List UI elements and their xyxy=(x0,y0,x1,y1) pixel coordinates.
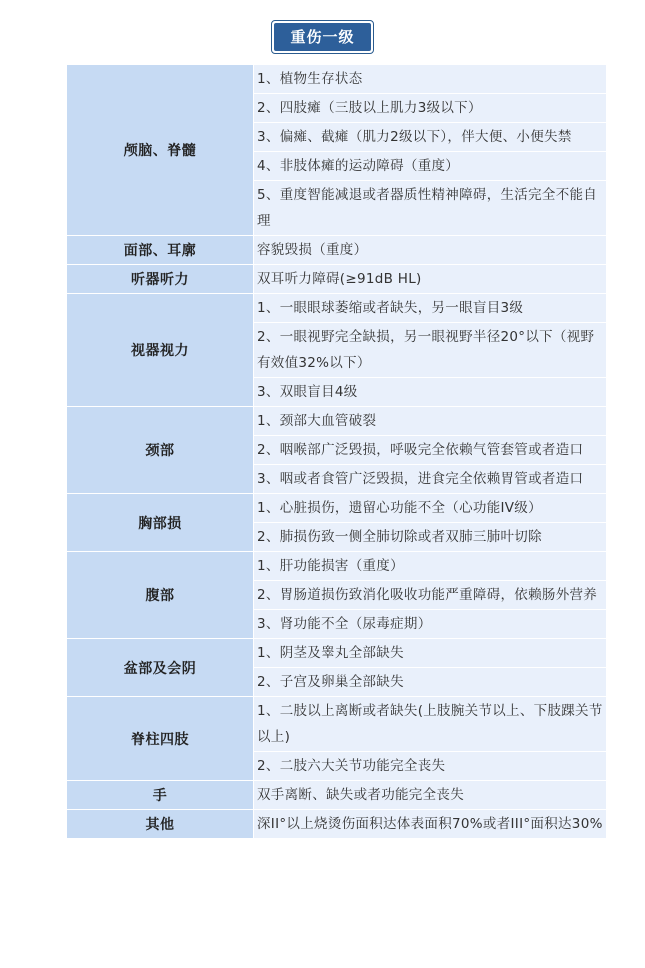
table-row xyxy=(67,236,607,265)
category-cell: 胸部损 xyxy=(67,494,254,552)
criterion-cell: 3、双眼盲目4级 xyxy=(254,378,607,407)
criterion-cell: 5、重度智能减退或者器质性精神障碍，生活完全不能自理 xyxy=(254,181,607,236)
table-row xyxy=(67,494,607,523)
criterion-cell: 1、心脏损伤，遗留心功能不全（心功能IV级） xyxy=(254,494,607,523)
criterion-cell: 3、肾功能不全（尿毒症期） xyxy=(254,610,607,639)
criterion-cell: 2、子宫及卵巢全部缺失 xyxy=(254,668,607,697)
category-cell: 面部、耳廓 xyxy=(67,236,254,265)
category-cell: 视器视力 xyxy=(67,294,254,407)
table-row xyxy=(67,552,607,581)
criterion-cell: 1、二肢以上离断或者缺失(上肢腕关节以上、下肢踝关节以上) xyxy=(254,697,607,752)
category-cell: 颈部 xyxy=(67,407,254,494)
criterion-cell: 1、一眼眼球萎缩或者缺失，另一眼盲目3级 xyxy=(254,294,607,323)
criterion-cell: 1、肝功能损害（重度） xyxy=(254,552,607,581)
category-cell: 盆部及会阴 xyxy=(67,639,254,697)
criterion-cell: 3、咽或者食管广泛毁损，进食完全依赖胃管或者造口 xyxy=(254,465,607,494)
criterion-cell: 容貌毁损（重度） xyxy=(254,236,607,265)
criterion-cell: 2、一眼视野完全缺损，另一眼视野半径20°以下（视野有效值32%以下） xyxy=(254,323,607,378)
criterion-cell: 1、颈部大血管破裂 xyxy=(254,407,607,436)
category-cell: 腹部 xyxy=(67,552,254,639)
criterion-cell: 2、二肢六大关节功能完全丧失 xyxy=(254,752,607,781)
category-cell: 其他 xyxy=(67,810,254,839)
table-row xyxy=(67,810,607,839)
criterion-cell: 2、胃肠道损伤致消化吸收功能严重障碍，依赖肠外营养 xyxy=(254,581,607,610)
table-row xyxy=(67,781,607,810)
category-cell: 听器听力 xyxy=(67,265,254,294)
table-row xyxy=(67,65,607,94)
table-row xyxy=(67,265,607,294)
injury-table xyxy=(66,64,607,839)
table-row xyxy=(67,294,607,323)
table-row xyxy=(67,697,607,752)
criterion-cell: 1、植物生存状态 xyxy=(254,65,607,94)
category-cell: 颅脑、脊髓 xyxy=(67,65,254,236)
table-row xyxy=(67,407,607,436)
criterion-cell: 2、四肢瘫（三肢以上肌力3级以下） xyxy=(254,94,607,123)
criterion-cell: 3、偏瘫、截瘫（肌力2级以下），伴大便、小便失禁 xyxy=(254,123,607,152)
title-badge xyxy=(271,20,373,54)
criterion-cell: 4、非肢体瘫的运动障碍（重度） xyxy=(254,152,607,181)
criterion-cell: 深II°以上烧烫伤面积达体表面积70%或者III°面积达30% xyxy=(254,810,607,839)
criterion-cell: 双耳听力障碍(≥91dB HL) xyxy=(254,265,607,294)
page-title: 重伤一级 xyxy=(274,23,370,51)
title-area xyxy=(0,0,645,60)
category-cell: 脊柱四肢 xyxy=(67,697,254,781)
criterion-cell: 2、肺损伤致一侧全肺切除或者双肺三肺叶切除 xyxy=(254,523,607,552)
criterion-cell: 双手离断、缺失或者功能完全丧失 xyxy=(254,781,607,810)
criterion-cell: 2、咽喉部广泛毁损，呼吸完全依赖气管套管或者造口 xyxy=(254,436,607,465)
category-cell: 手 xyxy=(67,781,254,810)
criterion-cell: 1、阴茎及睾丸全部缺失 xyxy=(254,639,607,668)
table-row xyxy=(67,639,607,668)
